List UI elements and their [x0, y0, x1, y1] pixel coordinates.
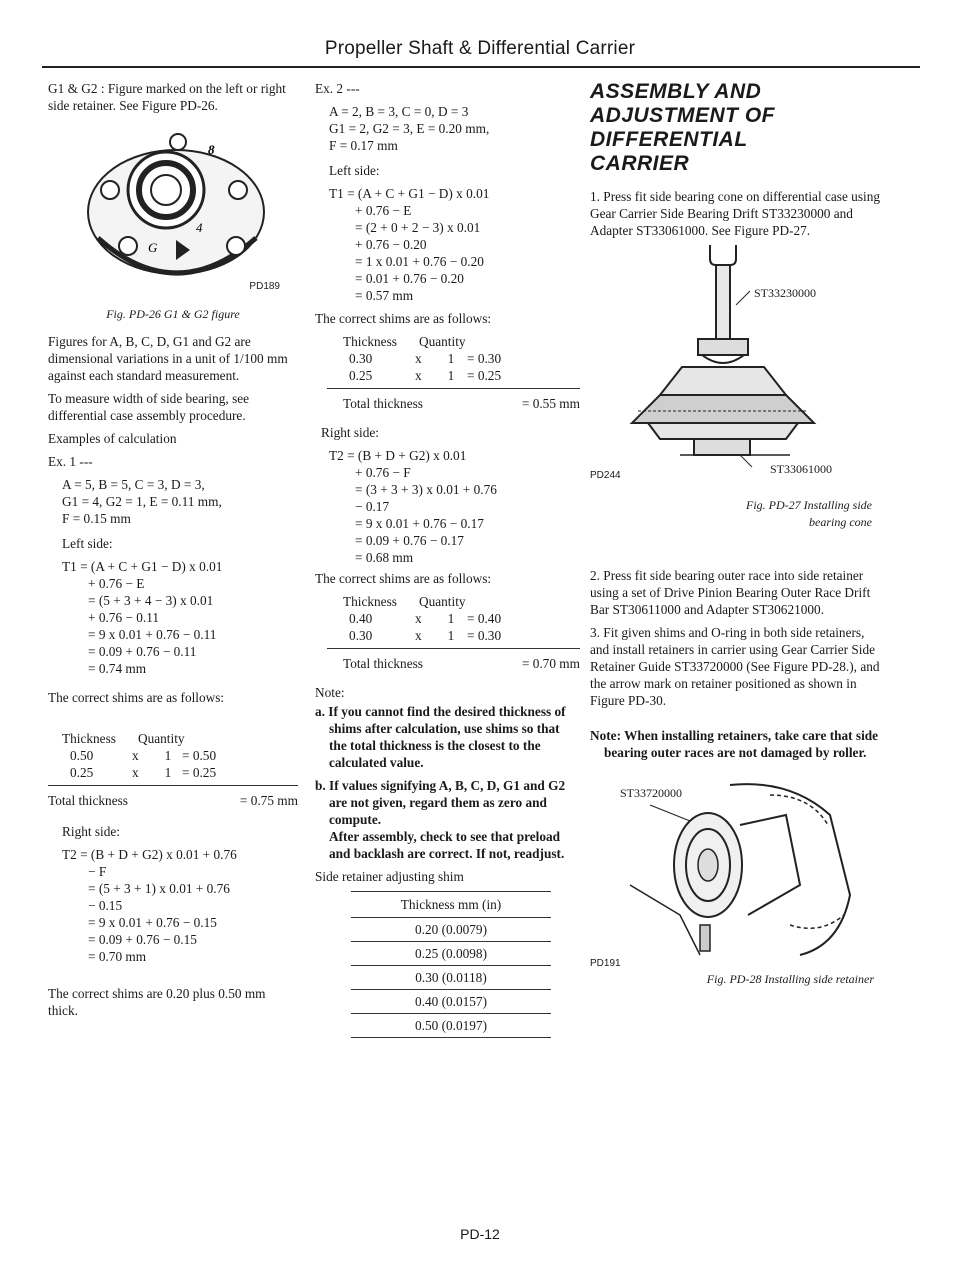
ex1-right-side-label: Right side:	[62, 824, 120, 839]
fig27-code: PD244	[590, 470, 621, 481]
ex2-left-shim-table	[315, 333, 580, 384]
cell: x	[415, 628, 422, 643]
cell: 1	[447, 628, 455, 643]
heading-line: ADJUSTMENT OF	[590, 104, 775, 127]
heading-line: CARRIER	[590, 152, 690, 175]
calc-line: = (2 + 0 + 2 − 3) x 0.01	[355, 220, 481, 235]
ex2-left-total-row	[327, 388, 580, 416]
ex2-line: G1 = 2, G2 = 3, E = 0.20 mm,	[329, 121, 490, 136]
calc-line: = 0.09 + 0.76 − 0.11	[88, 644, 197, 659]
calc-line: = 0.68 mm	[355, 550, 414, 565]
calc-line: T1 = (A + C + G1 − D) x 0.01	[62, 559, 223, 574]
cell: 0.50	[70, 748, 94, 763]
ex2-right-total-row	[327, 648, 580, 676]
cell: 0.25	[349, 368, 373, 383]
ex2-right-calc	[315, 447, 580, 566]
step-3: 3. Fit given shims and O-ring in both side retainers, and install retainers in carrier using Gear Carrier Side Retainer Guide ST33720000 (See Figure PD-28.), and the arrow mark on retainer positioned as shown in Figure PD-30.	[590, 625, 880, 708]
ex1-values	[48, 476, 298, 527]
cell: 0.25	[70, 765, 94, 780]
note-label: Note:	[315, 685, 345, 700]
ex2-line: F = 0.17 mm	[329, 138, 398, 153]
table-header: Thickness	[62, 731, 116, 746]
total-label: Total thickness	[48, 793, 128, 808]
calc-line: = 0.09 + 0.76 − 0.17	[355, 533, 464, 548]
calc-line: = (3 + 3 + 3) x 0.01 + 0.76	[355, 482, 497, 497]
fig28-caption: Fig. PD-28 Installing side retainer	[706, 972, 874, 986]
page-header: Propeller Shaft & Differential Carrier	[324, 38, 636, 59]
calc-line: = (5 + 3 + 4 − 3) x 0.01	[88, 593, 214, 608]
g1g2-definition: G1 & G2 : Figure marked on the left or right side retainer. See Figure PD-26.	[48, 81, 286, 113]
total-value: = 0.70 mm	[521, 656, 580, 671]
cell: = 0.50	[182, 748, 217, 763]
total-value: = 0.55 mm	[521, 396, 580, 411]
para-variations: Figures for A, B, C, D, G1 and G2 are dimensional variations in a unit of 1/100 mm against each standard measurement.	[48, 334, 288, 383]
step-1: 1. Press fit side bearing cone on differential case using Gear Carrier Side Bearing Drift ST33230000 and Adapter ST33061000. See Figure PD-27.	[590, 189, 880, 238]
para-side-bearing: To measure width of side bearing, see differential case assembly procedure.	[48, 391, 250, 423]
cell: = 0.25	[467, 368, 502, 383]
calc-line: = 0.70 mm	[88, 949, 147, 964]
step-2: 2. Press fit side bearing outer race into side retainer using a set of Drive Pinion Bearing Outer Race Drift Bar ST30611000 and Adapter ST30621000.	[590, 568, 871, 617]
cell: x	[415, 611, 422, 626]
calc-line: = 0.09 + 0.76 − 0.15	[88, 932, 197, 947]
calc-line: + 0.76 − 0.20	[355, 237, 427, 252]
shim-table-header: Thickness mm (in)	[351, 891, 551, 918]
ex1-shims-intro: The correct shims are as follows:	[48, 690, 225, 705]
shim-row: 0.50 (0.0197)	[351, 1014, 551, 1038]
cell: 1	[164, 765, 172, 780]
table-header: Thickness	[343, 334, 397, 349]
note-a: a. If you cannot find the desired thickness of shims after calculation, use shims so that the total thickness is the closest to the calculated value.	[315, 704, 566, 770]
table-header: Thickness	[343, 594, 397, 609]
shim-row: 0.20 (0.0079)	[351, 918, 551, 942]
total-label: Total thickness	[343, 396, 423, 411]
svg-text:8: 8	[208, 142, 215, 157]
ex1-left-calc	[48, 558, 298, 677]
figure-pd26	[48, 120, 298, 302]
ex2-shims-intro: The correct shims are as follows:	[315, 311, 492, 326]
calc-line: − 0.17	[355, 499, 390, 514]
ex1-shim-table	[48, 730, 298, 781]
table-header: Quantity	[138, 731, 185, 746]
calc-line: = 0.57 mm	[355, 288, 414, 303]
column-right	[590, 80, 880, 998]
shim-table-title: Side retainer adjusting shim	[315, 869, 464, 884]
ex1-final: The correct shims are 0.20 plus 0.50 mm thick.	[48, 986, 266, 1018]
shim-row: 0.30 (0.0118)	[351, 966, 551, 990]
cell: = 0.25	[182, 765, 217, 780]
cell: x	[415, 368, 422, 383]
calc-line: + 0.76 − 0.11	[88, 610, 160, 625]
shim-row: 0.25 (0.0098)	[351, 942, 551, 966]
calc-line: + 0.76 − E	[88, 576, 145, 591]
cell: = 0.40	[467, 611, 502, 626]
note-c: After assembly, check to see that preload and backlash are correct. If not, readjust.	[329, 829, 565, 861]
fig28-tool: ST33720000	[620, 786, 683, 800]
calc-line: + 0.76 − E	[355, 203, 412, 218]
fig27-caption: Fig. PD-27 Installing side bearing cone	[746, 498, 872, 529]
ex2-left-calc	[315, 185, 580, 304]
ex2-values	[315, 103, 580, 154]
calc-line: = 9 x 0.01 + 0.76 − 0.17	[355, 516, 484, 531]
cell: x	[132, 748, 139, 763]
ex1-total-row	[48, 785, 298, 813]
shim-thickness-table	[351, 891, 551, 1038]
cell: 0.30	[349, 628, 373, 643]
fig26-g-label: G	[148, 240, 158, 255]
ex2-shims-intro-right: The correct shims are as follows:	[315, 571, 492, 586]
table-header: Quantity	[419, 594, 466, 609]
cell: = 0.30	[467, 351, 502, 366]
ex2-right-shim-table	[315, 593, 580, 644]
calc-line: − F	[88, 864, 107, 879]
examples-heading: Examples of calculation	[48, 431, 177, 446]
fig26-code: PD189	[249, 281, 280, 292]
side-retainer-install-illustration	[590, 775, 880, 965]
figure-pd28	[590, 775, 880, 967]
calc-line: − 0.15	[88, 898, 123, 913]
ex1-line: G1 = 4, G2 = 1, E = 0.11 mm,	[62, 494, 222, 509]
total-value: = 0.75 mm	[239, 793, 298, 808]
calc-line: = 0.01 + 0.76 − 0.20	[355, 271, 464, 286]
ex2-left-side-label: Left side:	[329, 163, 380, 178]
note-retainers: Note: When installing retainers, take care that side bearing outer races are not damaged by roller.	[590, 728, 879, 760]
column-left	[48, 80, 298, 1025]
calc-line: + 0.76 − F	[355, 465, 411, 480]
calc-line: = 9 x 0.01 + 0.76 − 0.15	[88, 915, 217, 930]
side-retainer-illustration	[48, 120, 298, 300]
cell: 0.40	[349, 611, 373, 626]
fig26-caption: Fig. PD-26 G1 & G2 figure	[106, 307, 240, 321]
section-heading	[590, 80, 880, 176]
svg-text:4: 4	[196, 220, 203, 235]
note-b: b. If values signifying A, B, C, D, G1 and G2 are not given, regard them as zero and compute.	[315, 778, 566, 827]
calc-line: = 9 x 0.01 + 0.76 − 0.11	[88, 627, 217, 642]
calc-line: T2 = (B + D + G2) x 0.01 + 0.76	[62, 847, 237, 862]
calc-line: = 1 x 0.01 + 0.76 − 0.20	[355, 254, 484, 269]
heading-line: ASSEMBLY AND	[590, 80, 762, 103]
calc-line: T2 = (B + D + G2) x 0.01	[329, 448, 467, 463]
figure-pd27	[590, 245, 880, 493]
bearing-drift-illustration	[590, 245, 880, 485]
cell: x	[132, 765, 139, 780]
fig27-tool-adapter: ST33061000	[770, 462, 833, 476]
ex1-label: Ex. 1 ---	[48, 454, 93, 469]
column-middle	[315, 80, 580, 1038]
cell: 1	[447, 611, 455, 626]
cell: 1	[164, 748, 172, 763]
ex2-line: A = 2, B = 3, C = 0, D = 3	[329, 104, 469, 119]
cell: = 0.30	[467, 628, 502, 643]
ex2-label: Ex. 2 ---	[315, 81, 360, 96]
shim-row: 0.40 (0.0157)	[351, 990, 551, 1014]
cell: 1	[447, 368, 455, 383]
cell: 1	[447, 351, 455, 366]
ex1-left-side-label: Left side:	[62, 536, 113, 551]
ex1-line: A = 5, B = 5, C = 3, D = 3,	[62, 477, 205, 492]
calc-line: = 0.74 mm	[88, 661, 147, 676]
cell: x	[415, 351, 422, 366]
header-rule	[42, 66, 920, 68]
calc-line: = (5 + 3 + 1) x 0.01 + 0.76	[88, 881, 230, 896]
total-label: Total thickness	[343, 656, 423, 671]
fig28-code: PD191	[590, 958, 621, 969]
page-number: PD-12	[460, 1226, 500, 1242]
cell: 0.30	[349, 351, 373, 366]
ex1-line: F = 0.15 mm	[62, 511, 131, 526]
heading-line: DIFFERENTIAL	[590, 128, 748, 151]
fig27-tool-drift: ST33230000	[754, 286, 817, 300]
table-header: Quantity	[419, 334, 466, 349]
calc-line: T1 = (A + C + G1 − D) x 0.01	[329, 186, 490, 201]
ex2-right-side-label: Right side:	[321, 425, 379, 440]
ex1-right-calc	[48, 846, 298, 965]
